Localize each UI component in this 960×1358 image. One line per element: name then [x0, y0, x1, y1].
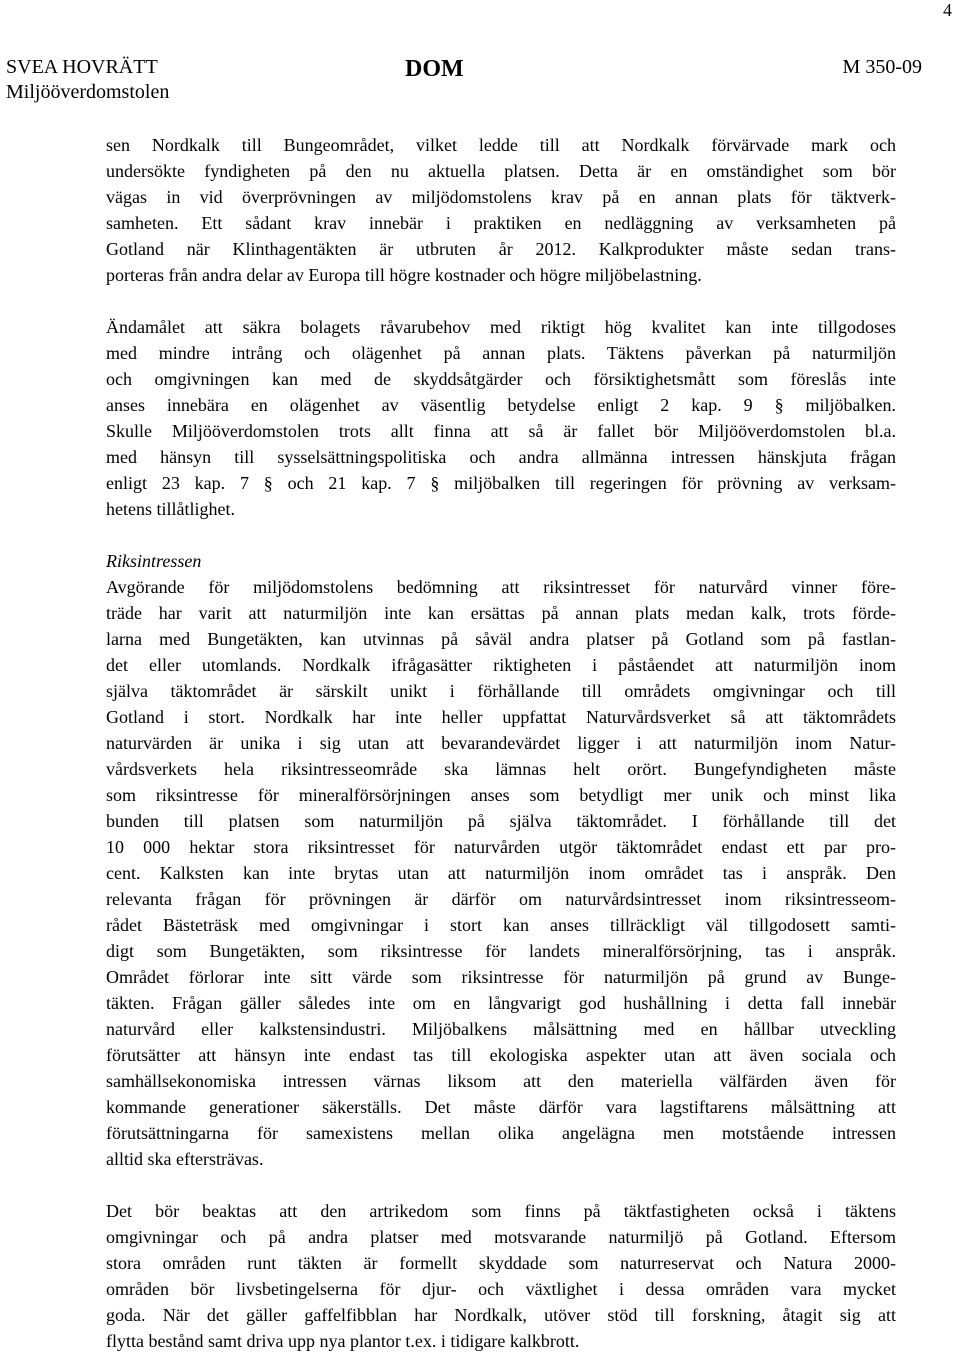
- page-number: 4: [943, 0, 952, 20]
- text-line: med hänsyn till sysselsättningspolitiska och andra allmänna intressen hänskjuta frågan: [106, 447, 896, 467]
- text-line: vägas in vid överprövningen av miljödomstolens krav på en annan plats för täktverk-: [106, 187, 896, 207]
- text-line: porteras från andra delar av Europa till högre kostnader och högre miljöbelastning.: [106, 265, 702, 285]
- document-body: [106, 132, 896, 1354]
- text-line: Avgörande för miljödomstolens bedömning att riksintresset för naturvård vinner före-: [106, 577, 896, 597]
- text-line: Ändamålet att säkra bolagets råvarubehov med riktigt hög kvalitet kan inte tillgodoses: [106, 317, 896, 337]
- text-line: alltid ska eftersträvas.: [106, 1149, 264, 1169]
- text-line: omgivningar och på andra platser med motsvarande naturmiljö på Gotland. Eftersom: [106, 1227, 896, 1247]
- text-line: sen Nordkalk till Bungeområdet, vilket ledde till att Nordkalk förvärvade mark och: [106, 135, 896, 155]
- text-line: Det bör beaktas att den artrikedom som finns på täktfastigheten också i täktens: [106, 1201, 896, 1221]
- text-line: samheten. Ett sådant krav innebär i praktiken en nedläggning av verksamheten på: [106, 213, 896, 233]
- document-type: DOM: [405, 56, 464, 82]
- text-line: själva täktområdet är särskilt unikt i förhållande till områdets omgivningar och till: [106, 681, 896, 701]
- text-line: Gotland när Klinthagentäkten är utbruten år 2012. Kalkprodukter måste sedan trans-: [106, 239, 896, 259]
- text-line: samhällsekonomiska intressen värnas liksom att den materiella välfärden även för: [106, 1071, 896, 1091]
- text-line: täkten. Frågan gäller således inte om en långvarigt god hushållning i detta fall innebär: [106, 993, 896, 1013]
- document-header: [0, 55, 960, 105]
- text-line: bunden till platsen som naturmiljön på själva täktområdet. I förhållande till det: [106, 811, 896, 831]
- text-line: med mindre intrång och olägenhet på annan plats. Täktens påverkan på naturmiljön: [106, 343, 896, 363]
- body-paragraph: [106, 574, 896, 1172]
- text-line: goda. När det gäller gaffelfibblan har Nordkalk, utöver stöd till forskning, åtagit sig att: [106, 1305, 896, 1325]
- text-line: relevanta frågan för prövningen är därför om naturvårdsintresset inom riksintresseom-: [106, 889, 896, 909]
- text-line: och omgivningen kan med de skyddsåtgärder och försiktighetsmått som föreslås inte: [106, 369, 896, 389]
- text-line: larna med Bungetäkten, kan utvinnas på såväl andra platser på Gotland som på fastlan-: [106, 629, 896, 649]
- text-line: rådet Bästeträsk med omgivningar i stort kan anses tillräckligt väl tillgodosett samti-: [106, 915, 896, 935]
- department-name: Miljööverdomstolen: [6, 81, 170, 103]
- text-line: cent. Kalksten kan inte brytas utan att naturmiljön inom området tas i anspråk. Den: [106, 863, 896, 883]
- text-line: Området förlorar inte sitt värde som riksintresse för naturmiljön på grund av Bunge-: [106, 967, 896, 987]
- court-name: SVEA HOVRÄTT: [6, 56, 158, 78]
- text-line: hetens tillåtlighet.: [106, 499, 235, 519]
- text-line: 10 000 hektar stora riksintresset för naturvården utgör täktområdet endast ett par pro-: [106, 837, 896, 857]
- text-line: naturvård eller kalkstensindustri. Miljöbalkens målsättning med en hållbar utveckling: [106, 1019, 896, 1039]
- text-line: vårdsverkets hela riksintresseområde ska lämnas helt orört. Bungefyndigheten måste: [106, 759, 896, 779]
- text-line: enligt 23 kap. 7 § och 21 kap. 7 § miljöbalken till regeringen för prövning av verksam-: [106, 473, 896, 493]
- text-line: kommande generationer säkerställs. Det måste därför vara lagstiftarens målsättning att: [106, 1097, 896, 1117]
- text-line: som riksintresse för mineralförsörjningen anses som betydligt mer unik och minst lika: [106, 785, 896, 805]
- text-line: det eller utomlands. Nordkalk ifrågasätter riktigheten i påståendet att naturmiljön inom: [106, 655, 896, 675]
- text-line: naturvärden är unika i sig utan att bevarandevärdet ligger i att naturmiljön inom Natur-: [106, 733, 896, 753]
- body-paragraph: [106, 1198, 896, 1354]
- text-line: förutsättningarna för samexistens mellan olika angelägna men motstående intressen: [106, 1123, 896, 1143]
- text-line: Gotland i stort. Nordkalk har inte heller uppfattat Naturvårdsverket så att täktområdets: [106, 707, 896, 727]
- text-line: områden bör livsbetingelserna för djur- och växtlighet i dessa områden vara mycket: [106, 1279, 896, 1299]
- text-line: Skulle Miljööverdomstolen trots allt finna att så är fallet bör Miljööverdomstolen bl.a.: [106, 421, 896, 441]
- text-line: undersökte fyndigheten på den nu aktuella platsen. Detta är en omständighet som bör: [106, 161, 896, 181]
- text-line: digt som Bungetäkten, som riksintresse för landets mineralförsörjning, tas i anspråk.: [106, 941, 896, 961]
- body-paragraph: [106, 314, 896, 522]
- section-heading: Riksintressen: [106, 551, 202, 571]
- body-paragraph: [106, 132, 896, 288]
- text-line: stora områden runt täkten är formellt skyddade som naturreservat och Natura 2000-: [106, 1253, 896, 1273]
- case-number: M 350-09: [842, 56, 922, 78]
- text-line: träde har varit att naturmiljön inte kan ersättas på annan plats medan kalk, trots förde-: [106, 603, 896, 623]
- text-line: flytta bestånd samt driva upp nya plantor t.ex. i tidigare kalkbrott.: [106, 1331, 580, 1351]
- text-line: anses innebära en olägenhet av väsentlig betydelse enligt 2 kap. 9 § miljöbalken.: [106, 395, 896, 415]
- text-line: förutsätter att hänsyn inte endast tas till ekologiska aspekter utan att även sociala och: [106, 1045, 896, 1065]
